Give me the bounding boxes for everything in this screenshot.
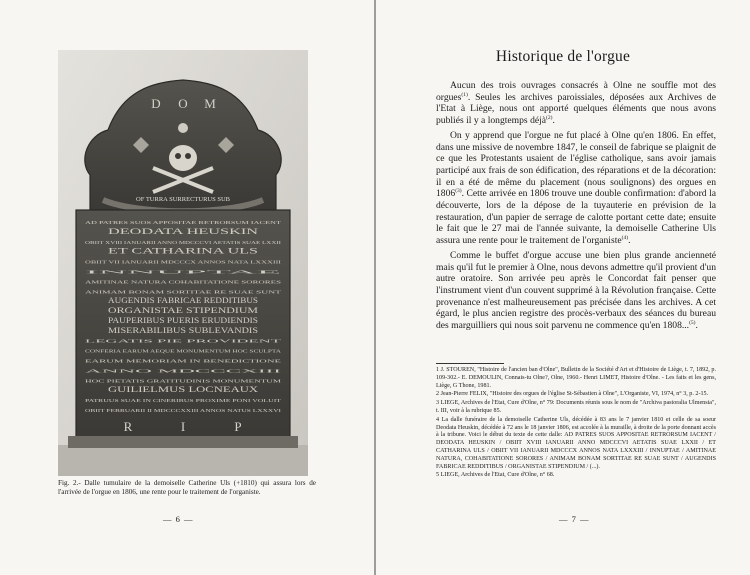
footnote-rule bbox=[436, 363, 504, 364]
footnote: 4 La dalle funéraire de la demoiselle Catherine Uls, décédée à 83 ans le 7 janvier 1810 et celle de sa soeur Deodata Heuskin, décédée à 72 ans le 18 janvier 1806, est accolée à la muraille, à droite de la porte donnant accès à la tribune. Voici le début du texte de cette dalle: AD PATRES SUOS APPOSITAE RETRORSUM IACENT / DEODATA HEUSKIN / OBIIT XVIII IANUARII ANNO MDCCCVI AETATIS SUAE LXXII / ET CATHARINA ULS / OBIIT VII IANUARII MDCCCX ANNOS NATA LXXXIII / INNUPTAE / AMITINAE NATURA, COHABITATIONE SORORES / ANIMAM BONAM SORTITAE RE SUAE SUNT / AUGENDIS FABRICAE REDDITIBUS / ORGANISTAE STIPENDIUM / (...). bbox=[436, 416, 716, 470]
plaque-bottom-letter: R bbox=[123, 419, 133, 434]
footnotes bbox=[436, 367, 716, 481]
chapter-title: Historique de l'orgue bbox=[495, 48, 631, 65]
plaque-inscription-line: GUILIELMUS LOCNEAUX bbox=[108, 384, 260, 395]
paragraph: Comme le buffet d'orgue accuse une bien plus grande ancienneté mais qu'il fut le premier à Olne, nous devons admettre qu'il provient d'un autre oratoire. Son arrivée peu après le Concordat fait penser que l'instrument vient d'un couvent supprimé à la Révolution française. Cette provenance n'est malheureusement pas précisée dans les archives. A cet égard, le plus ancien registre des procès-verbaux des séances du bureau des marguilliers qui nous soit parvenu ne commence qu'en 1808...$^{(5)}$. bbox=[436, 249, 716, 332]
plaque-inscription-line: PATRUUS SUAE IN CINERIBUS PROXIME PONI VOLUIT bbox=[85, 398, 282, 404]
figure-caption: Fig. 2.- Dalle tumulaire de la demoiselle Catherine Uls (+1810) qui assura lors de l'arrivée de l'orgue en 1806, une rente pour le traitement de l'organiste. bbox=[58, 479, 316, 496]
plaque-top-letter: O bbox=[178, 96, 188, 111]
footnote: 3 LIEGE, Archives de l'Etat, Cure d'Olne, n° 79: Documents réunis sous le nom de "Archiva pastoralia Ulmensia", t. III, voir à la rubrique 85. bbox=[436, 400, 716, 414]
plaque-inscription-line: CONFERIA EARUM AEQUE MONUMENTUM HOC SCULPTA bbox=[85, 348, 283, 354]
plaque-inscription-line: ET CATHARINA ULS bbox=[108, 245, 259, 256]
paragraph: Aucun des trois ouvrages consacrés à Olne ne souffle mot des orgues$^{(1)}$. Seules les archives paroissiales, déposées aux Archives de l'Etat à Liège, nous ont apporté quelques éléments que nous avons publiés il y a longtemps déjà$^{(2)}$. bbox=[436, 80, 716, 127]
plaque-inscription-line: HOC PIETATIS GRATITUDINIS MONUMENTUM bbox=[85, 378, 281, 384]
footnote-ref: (1) bbox=[461, 91, 468, 98]
footnote: 1 J. STOUREN, "Histoire de l'ancien ban d'Olne", Bulletin de la Société d'Art et d'Histoire de Liège, t. 7, 1892, p. 109-302.- E. DEMOULIN, Connais-tu Olne?, Olne, 1960.- Henri LIMET, Histoire d'Olne. - Les faits et les gens, Liège, G Thone, 1981. bbox=[436, 367, 716, 389]
plaque-inscription-line: PAUPERIBUS PUERIS ERUDIENDIS bbox=[108, 314, 259, 325]
page-number-left: — 6 — bbox=[163, 514, 194, 524]
footnote-ref: (2) bbox=[546, 114, 553, 121]
plaque-inscription-line: OBIIT XVIII IANUARII ANNO MDCCCVI AETATIS SUAE LXXII bbox=[85, 239, 282, 245]
plaque-inscription-line: DEODATA HEUSKIN bbox=[108, 225, 260, 236]
page-number-right: — 7 — bbox=[559, 514, 590, 524]
plaque-inscription-line: ORGANISTAE STIPENDIUM bbox=[108, 305, 259, 316]
footnote-ref: (5) bbox=[689, 319, 696, 326]
plaque-top-letter: M bbox=[204, 96, 216, 111]
paragraph: On y apprend que l'orgue ne fut placé à Olne qu'en 1806. En effet, dans une missive de novembre 1847, le conseil de fabrique se plaignit de ce que les Protestants usaient de l'église catholique, sans avoir jamais participé aux frais de son édification, des réparations et de la décoration: il en a été de même du placement (nous soulignons) des orgues en 1806$^{(3)}$. Cette arrivée en 1806 trouve une double confirmation: d'abord la découverte, lors de la dépose de la tuyauterie en prévision de la restauration, d'un papier de serrage de calotte portant cette date; ensuite le fait que le 27 mai de l'année suivante, la demoiselle Catherine Uls assura une rente pour le traitement de l'organiste$^{(4)}$. bbox=[436, 129, 717, 247]
plaque-inscription-line: LEGATIS PIE PROVIDENT bbox=[85, 338, 282, 344]
right-page bbox=[376, 0, 750, 575]
plaque-inscription-line: OBIIT FEBRUARII II MDCCCXXIII ANNOS NATUS LXXXVI bbox=[85, 408, 282, 413]
footnote: 2 Jean-Pierre FELIX, "Histoire des orgues de l'église St-Sébastien à Olne", L'Organiste, VI, 1974, n° 3, p. 2-15. bbox=[436, 391, 709, 398]
plaque-bottom-letter: I bbox=[180, 419, 186, 434]
plaque-top-letter: D bbox=[151, 96, 161, 111]
plaque-inscription-line: AMITINAE NATURA COHABITATIONE SORORES bbox=[85, 279, 282, 285]
plaque-inscription-line: OBIIT VII IANUARII MDCCCX ANNOS NATA LXXXIII bbox=[85, 259, 282, 265]
plaque-inscription-line: INNUPTAE bbox=[85, 269, 283, 275]
plaque-inscription-line: ANIMAM BONAM SORTITAE RE SUAE SUNT bbox=[85, 289, 282, 295]
plaque-inscription-line: ANNO MDCCCXIII bbox=[85, 368, 284, 374]
footnote-ref: (3) bbox=[455, 188, 462, 195]
plaque-inscription-line: EARUM MEMORIAM IN BENEDICTIONE bbox=[85, 358, 282, 364]
footnote-ref: (4) bbox=[621, 234, 629, 241]
left-page bbox=[0, 0, 374, 575]
plaque-inscription-line: AD PATRES SUOS APPOSITAE RETRORSUM IACENT bbox=[85, 220, 282, 225]
plaque-scroll-text: OF TURRA SURRECTURUS SUB bbox=[136, 196, 230, 203]
tombstone-photo bbox=[58, 50, 308, 476]
plaque-inscription-line: MISERABILIBUS SUBLEVANDIS bbox=[108, 324, 259, 335]
tombstone-image bbox=[58, 50, 308, 476]
plaque-bottom-letter: P bbox=[234, 419, 242, 434]
body-text bbox=[436, 80, 716, 335]
footnote: 5 LIEGE, Archives de l'Etat, Cure d'Olne, n° 68. bbox=[436, 472, 555, 479]
plaque-inscription-line: AUGENDIS FABRICAE REDDITIBUS bbox=[108, 295, 259, 306]
